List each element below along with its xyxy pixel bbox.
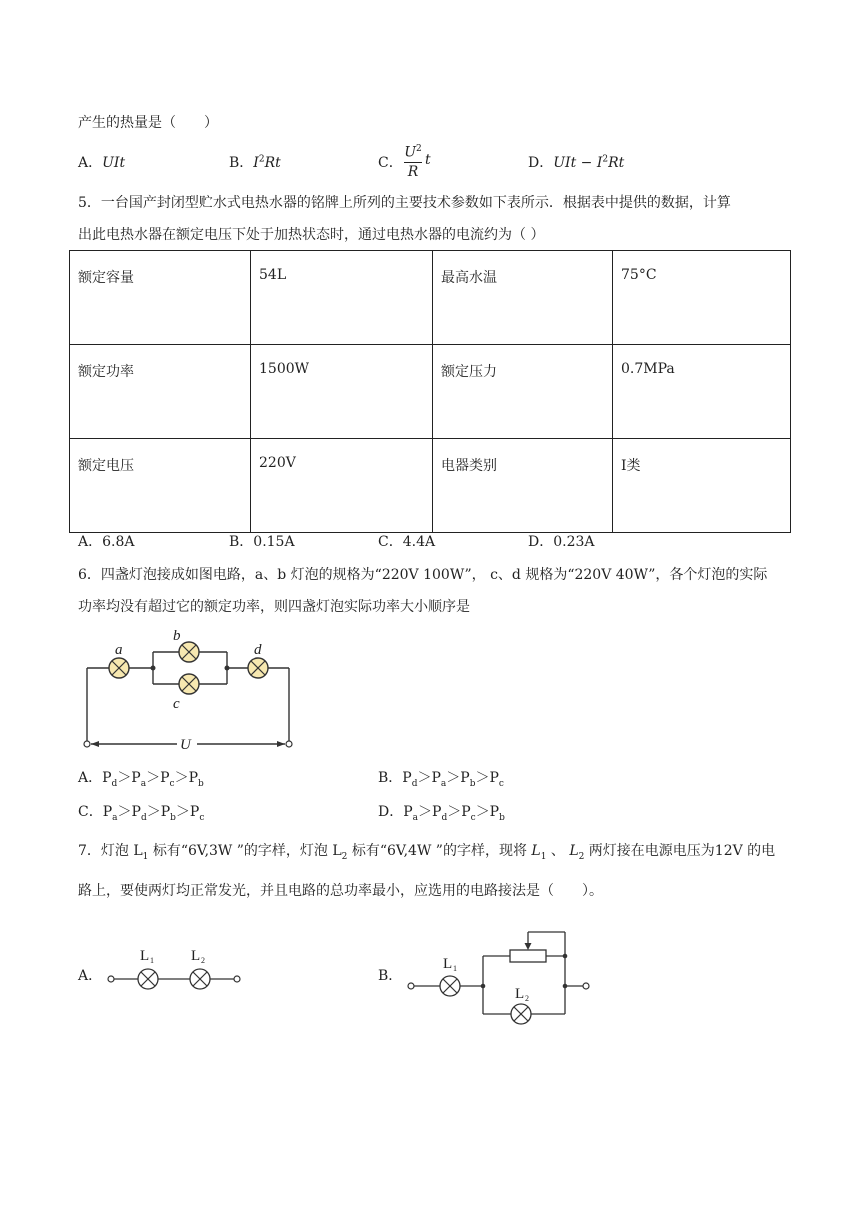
table-row (70, 345, 791, 439)
table-cell: I类 (613, 439, 791, 533)
table-cell: 220V (251, 439, 433, 533)
q7-stem-line2: 路上，要使两灯均正常发光，并且电路的总功率最小，应选用的电路接法是（ ）。 (78, 883, 603, 899)
q4-option-c: C． (378, 155, 403, 171)
q6-option-d: D．$P_a>P_d>P_c>P_b$ (378, 804, 505, 823)
q4-option-a: A．UIt (78, 155, 126, 171)
label-l2-sub: 2 (201, 956, 205, 965)
q4-option-b: B．$I^2Rt$ (229, 154, 281, 171)
table-cell: 0.7MPa (613, 345, 791, 439)
lamp-l2-icon (511, 1004, 531, 1024)
spec-table (69, 250, 791, 533)
q6-stem-line2: 功率均没有超过它的额定功率，则四盏灯泡实际功率大小顺序是 (78, 599, 470, 615)
q7-option-b-label: B． (378, 968, 403, 984)
table-cell: 额定压力 (433, 345, 613, 439)
table-cell: 75°C (613, 251, 791, 345)
label-l1: L (140, 948, 150, 964)
table-row (70, 439, 791, 533)
lamp-c-icon (179, 674, 199, 694)
table-cell: 54L (251, 251, 433, 345)
label-l2: L (191, 948, 201, 964)
table-cell: 额定功率 (70, 345, 251, 439)
q6-option-c: C．$P_a>P_d>P_b>P_c$ (78, 804, 205, 823)
label-u: U (180, 737, 191, 753)
q5-option-d: D．0.23A (528, 534, 595, 550)
q4-option-d: D．UIt − $I^2Rt$ (528, 154, 625, 171)
q5-option-b: B．0.15A (229, 534, 295, 550)
q4-stem-tail: 产生的热量是（ ） (78, 115, 218, 131)
q7-option-a-circuit (105, 940, 245, 1000)
label-a: a (115, 642, 123, 658)
q5-stem-line1: 5．一台国产封闭型贮水式电热水器的铭牌上所列的主要技术参数如下表所示．根据表中提供的数据，计算 (78, 195, 731, 211)
lamp-l2-icon (190, 969, 210, 989)
label-c: c (173, 696, 180, 712)
q6-stem-line1: 6．四盏灯泡接成如图电路，a、b 灯泡的规格为“220V 100W”， c、d 规格为“220V 40W”，各个灯泡的实际 (78, 567, 768, 583)
q6-option-a: A．$P_d>P_a>P_c>P_b$ (78, 770, 204, 789)
table-cell: 1500W (251, 345, 433, 439)
q5-option-a: A．6.8A (78, 534, 135, 550)
q5-option-c: C．4.4A (378, 534, 436, 550)
label-l1-sub: 1 (150, 956, 154, 965)
rheostat-icon (510, 950, 546, 962)
label-d: d (254, 642, 262, 658)
table-cell: 额定容量 (70, 251, 251, 345)
label-b: b (173, 628, 181, 644)
table-cell: 最高水温 (433, 251, 613, 345)
label-l1-sub: 1 (453, 964, 457, 973)
q5-stem-line2: 出此电热水器在额定电压下处于加热状态时，通过电热水器的电流约为（ ） (78, 227, 545, 243)
q4-option-c-fraction: $U^2$ R (404, 140, 422, 181)
table-cell: 电器类别 (433, 439, 613, 533)
label-l1: L (443, 956, 453, 972)
lamp-l1-icon (440, 976, 460, 996)
q6-circuit-diagram (75, 626, 305, 756)
q4-option-c-tail: t (425, 152, 431, 168)
lamp-l1-icon (138, 969, 158, 989)
table-cell: 额定电压 (70, 439, 251, 533)
label-l2-sub: 2 (525, 994, 529, 1003)
q7-stem-line1: 7．灯泡 $L_1$ 标有“6V,3W ”的字样，灯泡 $L_2$ 标有“6V,4W ”的字样，现将 $L_1$ 、 $L_2$ 两灯接在电源电压为12V 的电 (78, 843, 776, 862)
q7-option-b-circuit (405, 920, 595, 1030)
table-row (70, 251, 791, 345)
label-l2: L (515, 986, 525, 1002)
q7-option-a-label: A． (78, 968, 103, 984)
lamp-b-icon (179, 642, 199, 662)
lamp-d-icon (248, 658, 268, 678)
q6-option-b: B．$P_d>P_a>P_b>P_c$ (378, 770, 504, 789)
lamp-a-icon (109, 658, 129, 678)
